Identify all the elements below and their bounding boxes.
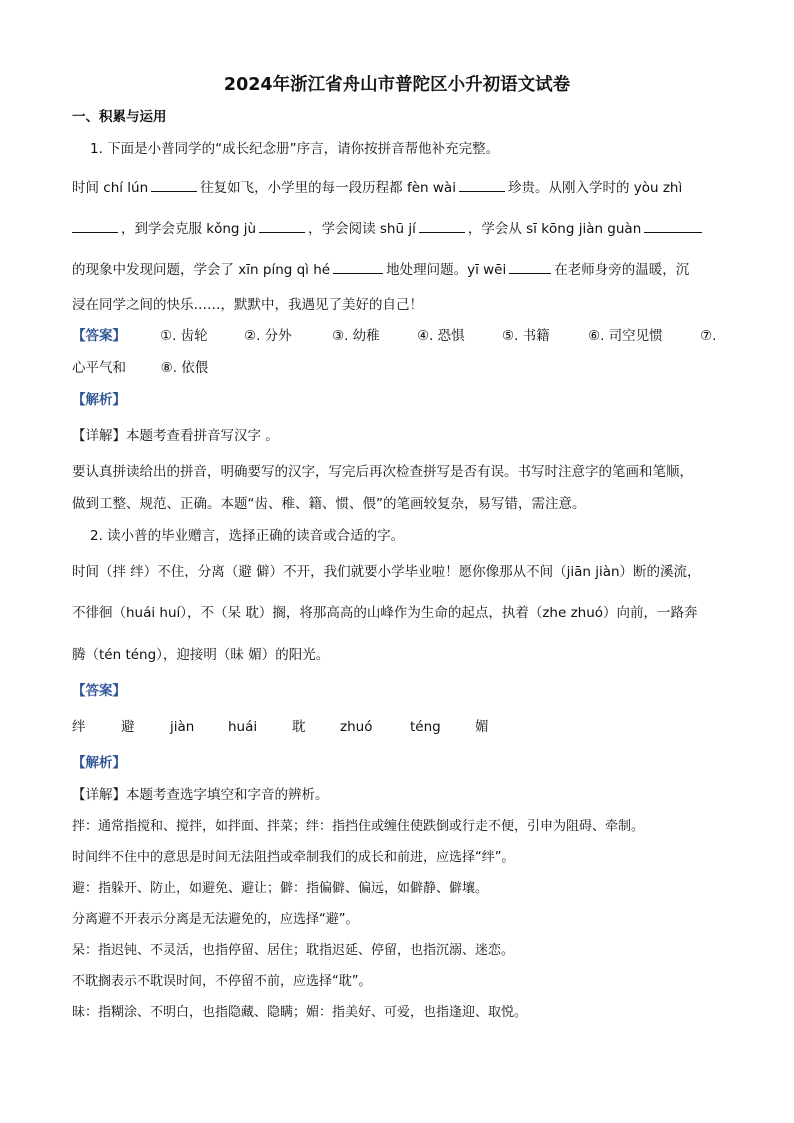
q1-text: 地处理问题。yī wēi [386,262,507,278]
analysis-label: 【解析】 [72,755,126,771]
explanation-line: 时间绊不住中的意思是时间无法阻挡或牵制我们的成长和前进，应选择“绊”。 [72,850,515,865]
q2-line-1: 时间（拌 绊）不住，分离（避 僻）不开，我们就要小学毕业啦！愿你像那从不间（jiān jiàn）断的溪流， [72,564,701,580]
q2-line-3: 腾（tén téng），迎接明（昧 媚）的阳光。 [72,647,330,663]
answer-label: 【答案】 [72,328,126,344]
question-1-prompt: 1. 下面是小普同学的“成长纪念册”序言，请你按拼音帮他补充完整。 [90,141,500,157]
answer-blank[interactable] [419,219,465,233]
analysis-paragraph: 做到工整、规范、正确。本题“齿、稚、籍、惯、偎”的笔画较复杂，易写错，需注意。 [72,496,586,512]
answer-item: jiàn [170,719,195,735]
q1-line-4: 浸在同学之间的快乐……，默默中，我遇见了美好的自己！ [72,297,423,313]
q1-line-1 [72,178,682,197]
answer-item: 绊 [72,719,86,735]
q1-text: 时间 chí lún [72,180,149,196]
explanation-line: 分离避不开表示分离是无法避免的，应选择“避”。 [72,912,359,927]
answer-item: huái [228,719,258,735]
answer-blank[interactable] [333,260,383,274]
detail-heading: 【详解】本题考查选字填空和字音的辨析。 [72,787,329,803]
q1-text: ，到学会克服 kǒng jù [121,221,257,237]
explanation-line: 呆：指迟钝、不灵活，也指停留、居住；耽指迟延、停留，也指沉溺、迷恋。 [72,943,515,958]
answer-item: ⑦. [700,328,717,344]
q1-text: ，学会从 sī kōng jiàn guàn [467,221,642,237]
section-heading: 一、积累与运用 [72,109,167,125]
answer-item: téng [410,719,441,735]
q1-text: 往复如飞，小学里的每一段历程都 fèn wài [200,180,456,196]
answer-item: 心平气和 [72,360,126,376]
answer-item: ⑤. 书籍 [502,328,550,344]
question-2-prompt: 2. 读小普的毕业赠言，选择正确的读音或合适的字。 [90,528,405,544]
answer-blank[interactable] [459,178,505,192]
explanation-line: 避：指躲开、防止，如避免、避让；僻：指偏僻、偏远，如僻静、僻壤。 [72,881,489,896]
q1-line-2 [72,219,705,238]
explanation-line: 昧：指糊涂、不明白，也指隐藏、隐瞒；媚：指美好、可爱，也指逢迎、取悦。 [72,1005,528,1020]
q1-text: 的现象中发现问题，学会了 xīn píng qì hé [72,262,331,278]
answer-item: ⑥. 司空见惯 [588,328,663,344]
q1-text: 在老师身旁的温暖，沉 [554,262,690,278]
answer-item: zhuó [340,719,373,735]
q2-line-2: 不徘徊（huái huí），不（呆 耽）搁，将那高高的山峰作为生命的起点，执着（zhe zhuó）向前，一路奔 [72,605,698,621]
detail-heading: 【详解】本题考查看拼音写汉字 。 [72,428,279,444]
q1-line-3 [72,260,689,279]
answer-item: 避 [121,719,135,735]
q1-answer-row-cont [72,359,208,377]
answer-blank[interactable] [259,219,305,233]
answer-item: ⑧. 依偎 [160,360,209,376]
answer-item: ③. 幼稚 [332,328,380,344]
analysis-paragraph: 要认真拼读给出的拼音，明确要写的汉字，写完后再次检查拼写是否有误。书写时注意字的笔画和笔顺， [72,464,693,480]
q1-text: ，学会阅读 shū jí [308,221,416,237]
explanation-line: 拌：通常指搅和、搅拌，如拌面、拌菜；绊：指挡住或缠住使跌倒或行走不便，引申为阻碍、牵制。 [72,819,645,834]
answer-item: 媚 [475,719,489,735]
answer-blank[interactable] [72,219,118,233]
answer-item: ②. 分外 [244,328,292,344]
page-title: 2024年浙江省舟山市普陀区小升初语文试卷 [223,75,571,95]
explanation-line: 不耽搁表示不耽误时间，不停留不前，应选择“耽”。 [72,974,372,989]
q1-text: 珍贵。从刚入学时的 yòu zhì [507,180,683,196]
answer-blank[interactable] [509,260,551,274]
answer-item: ④. 恐惧 [417,328,465,344]
answer-label: 【答案】 [72,683,126,699]
answer-blank[interactable] [151,178,197,192]
answer-blank[interactable] [644,219,702,233]
answer-item: ①. 齿轮 [160,328,208,344]
analysis-label: 【解析】 [72,392,126,408]
answer-item: 耽 [292,719,306,735]
